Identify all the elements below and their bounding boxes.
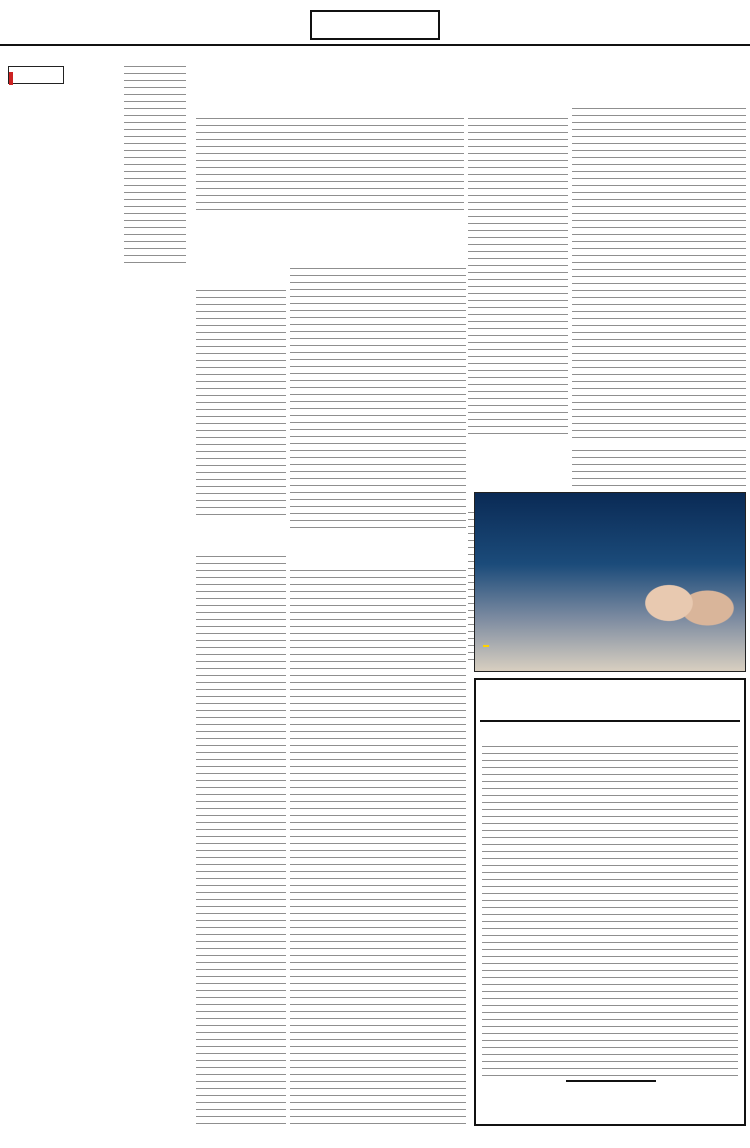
horoscope-brand-b: [9, 72, 13, 85]
horoscope-brand: [8, 66, 64, 84]
rjd-body: [290, 268, 466, 530]
sandeshkhali-body: [572, 108, 746, 438]
rbi-sub: [480, 720, 740, 722]
rbi-ad[interactable]: [474, 678, 746, 1126]
rbi-body: [482, 746, 738, 1076]
lead-body: [196, 118, 464, 213]
epf-body: [468, 118, 568, 438]
story-body-column: [124, 66, 186, 266]
sandeshkhali-body-cont: [572, 450, 746, 490]
movie-tag: [483, 645, 489, 647]
sansad-body: [196, 556, 286, 1126]
movie-poster-faces: [625, 553, 735, 653]
railway-ads: [8, 278, 186, 1126]
bjp-body: [196, 290, 286, 520]
section-title: [310, 10, 440, 40]
movie-ad[interactable]: [474, 492, 746, 672]
paddhati-body: [290, 570, 466, 1126]
rbi-footer-box: [566, 1080, 656, 1082]
masthead: [0, 0, 750, 46]
